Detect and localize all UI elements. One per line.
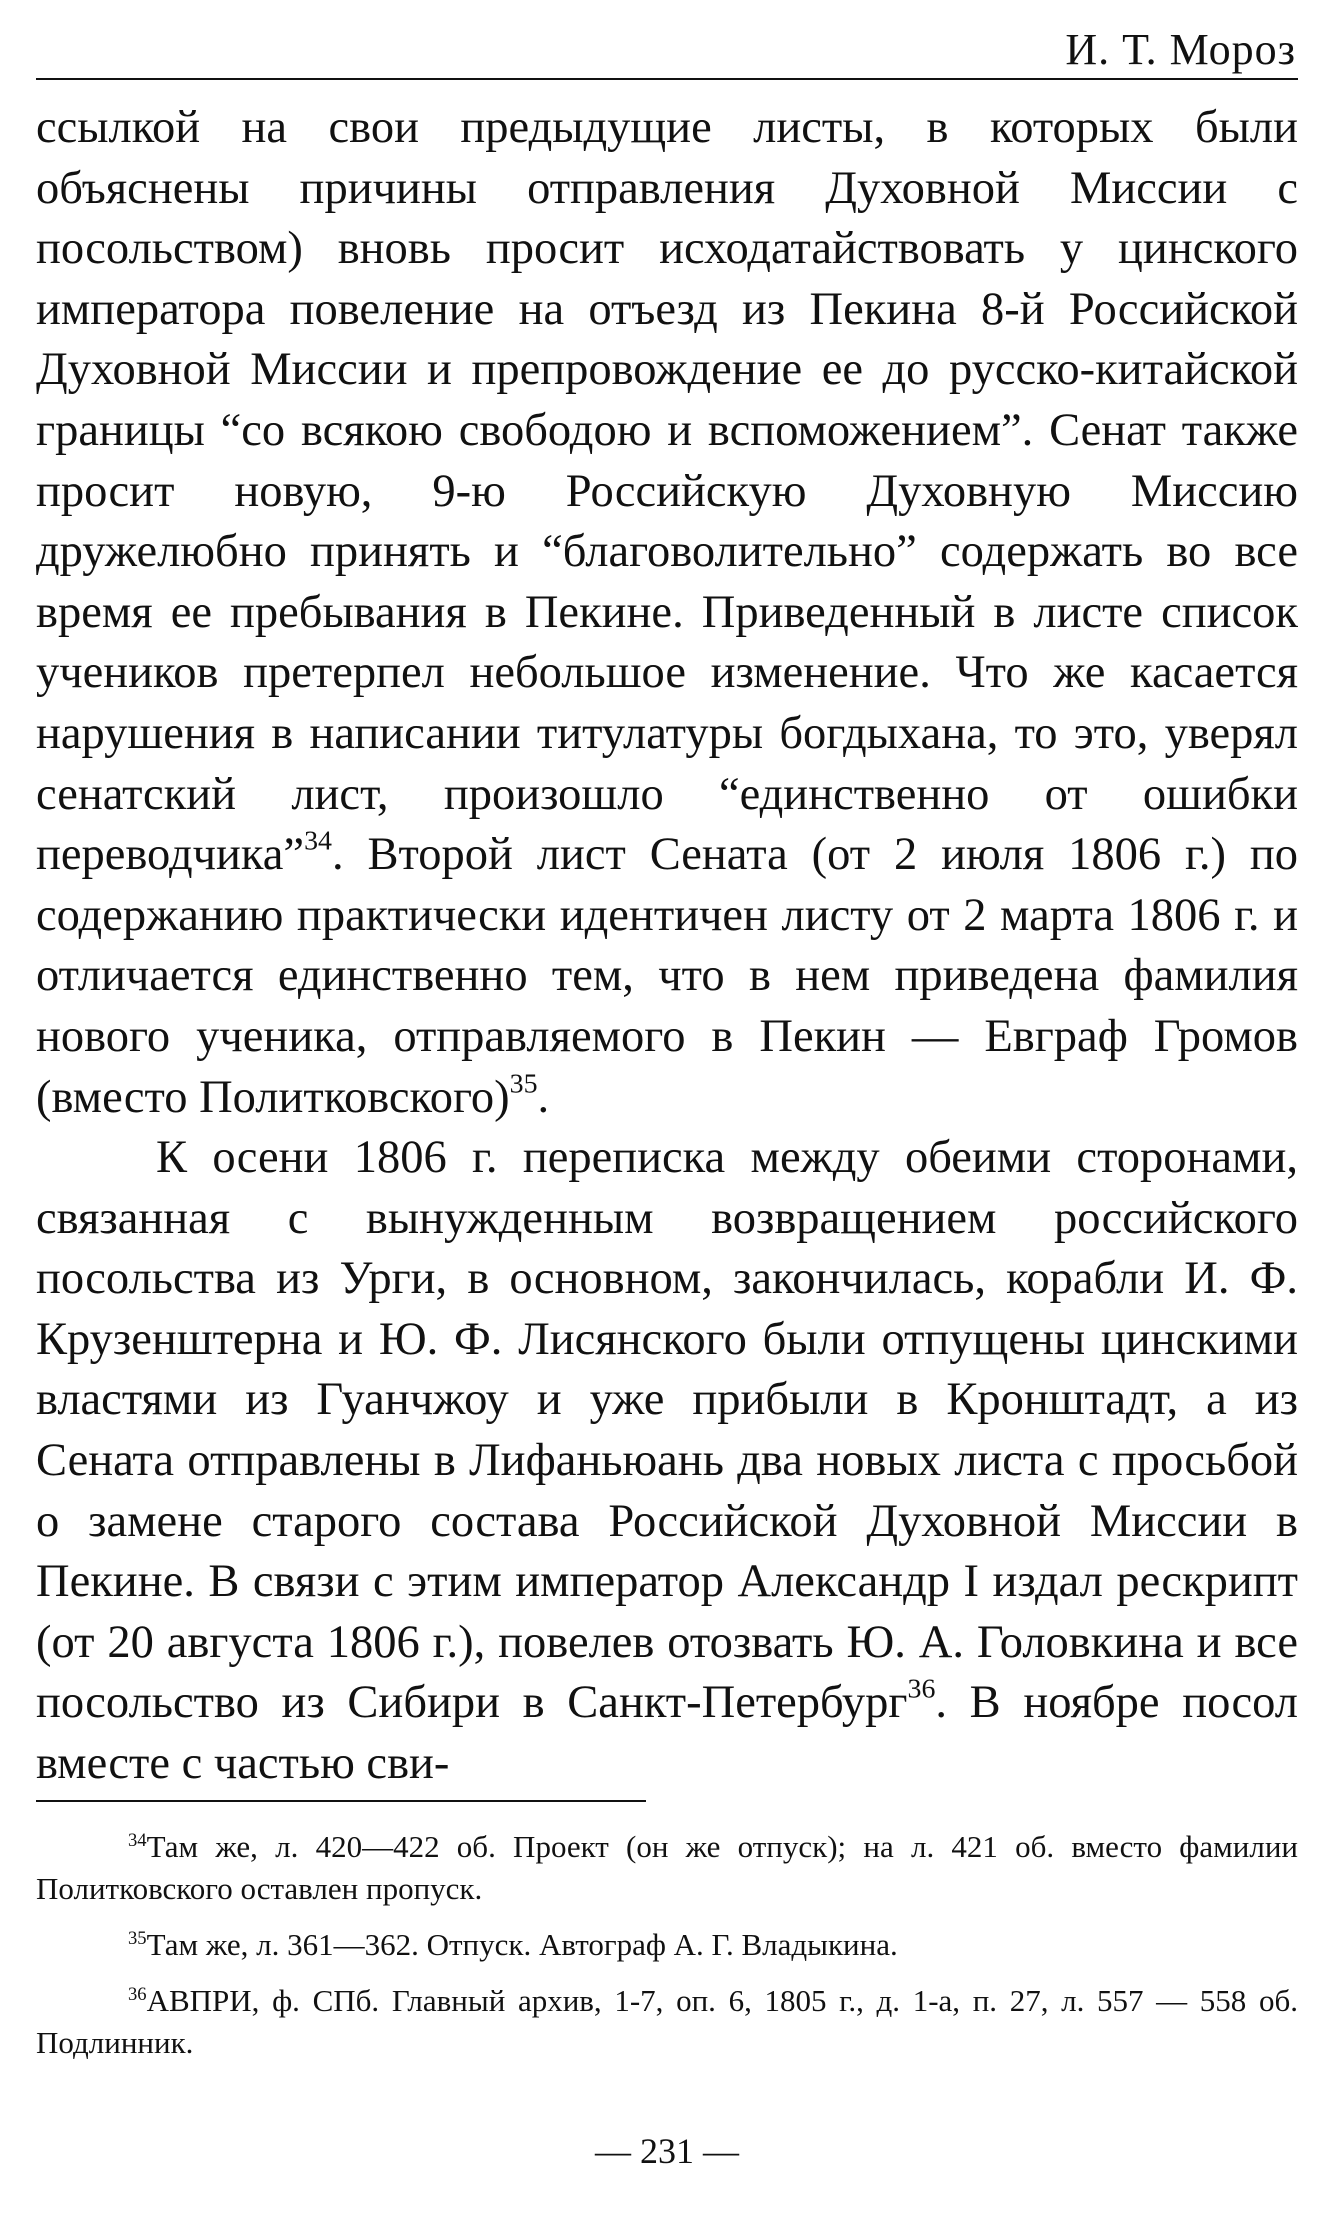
footnote-36 [36, 1980, 1298, 2064]
footnote-number-35: 35 [128, 1927, 147, 1949]
footnote-35 [36, 1924, 1298, 1966]
footnotes [36, 1826, 1298, 2078]
footnote-text-36: АВПРИ, ф. СПб. Главный архив, 1-7, оп. 6, 1805 г., д. 1-а, п. 27, л. 557 — 558 об. Подлинник. [36, 1983, 1298, 2060]
main-text [36, 98, 1298, 1795]
footnote-ref-36[interactable]: 36 [907, 1673, 936, 1705]
footnote-text-35: Там же, л. 361—362. Отпуск. Автограф А. Г. Владыкина. [146, 1927, 898, 1962]
paragraph-1-text-b: . Второй лист Сената (от 2 июля 1806 г.) по содержанию практически идентичен листу от 2 марта 1806 г. и отличается единственно тем, что в нем приведена фамилия нового ученика, отправляемого в Пекин — Евграф Громов (вместо Политковского) [36, 829, 1298, 1123]
footnote-rule [36, 1800, 646, 1802]
running-head: И. Т. Мороз [1065, 25, 1296, 74]
footnote-ref-34[interactable]: 34 [304, 825, 332, 857]
page-number: — 231 — [595, 2131, 739, 2171]
paragraph-2-text-b: . В ноябре посол вместе с частью сви- [36, 1677, 1298, 1790]
footnote-number-36: 36 [128, 1983, 147, 2005]
paragraph-2-text-a: К осени 1806 г. переписка между обеими сторонами, связанная с вынужденным возвращением российского посольства из Урги, в основном, закончилась, корабли И. Ф. Крузенштерна и Ю. Ф. Лисянского были отпущены цинскими властями из Гуанчжоу и уже прибыли в Кронштадт, а из Сената отправлены в Лифаньюань два новых листа с просьбой о замене старого состава Российской Духовной Миссии в Пекине. В связи с этим император Александр I издал рескрипт (от 20 августа 1806 г.), повелев отозвать Ю. А. Головкина и все посольство из Сибири в Санкт-Петербург [36, 1132, 1298, 1729]
footnote-ref-35[interactable]: 35 [509, 1067, 538, 1099]
paragraph-2 [36, 1128, 1298, 1795]
paragraph-1 [36, 98, 1298, 1128]
header-rule [36, 78, 1298, 80]
footnote-number-34: 34 [128, 1829, 147, 1851]
paragraph-1-text-c: . [537, 1071, 550, 1123]
footnote-34 [36, 1826, 1298, 1910]
footnote-text-34: Там же, л. 420—422 об. Проект (он же отпуск); на л. 421 об. вместо фамилии Политковского оставлен пропуск. [36, 1829, 1298, 1906]
paragraph-1-text-a: ссылкой на свои предыдущие листы, в которых были объяснены причины отправления Духовной Миссии с посольством) вновь просит исходатайствовать у цинского императора повеление на отъезд из Пекина 8-й Российской Духовной Миссии и препровождение ее до русско-китайской границы “со всякою свободою и вспоможением”. Сенат также просит новую, 9-ю Российскую Духовную Миссию дружелюбно принять и “благоволительно” содержать во все время ее пребывания в Пекине. Приведенный в листе список учеников претерпел небольшое изменение. Что же касается нарушения в написании титулатуры богдыхана, то это, уверял сенатский лист, произошло “единственно от ошибки переводчика” [36, 102, 1298, 881]
